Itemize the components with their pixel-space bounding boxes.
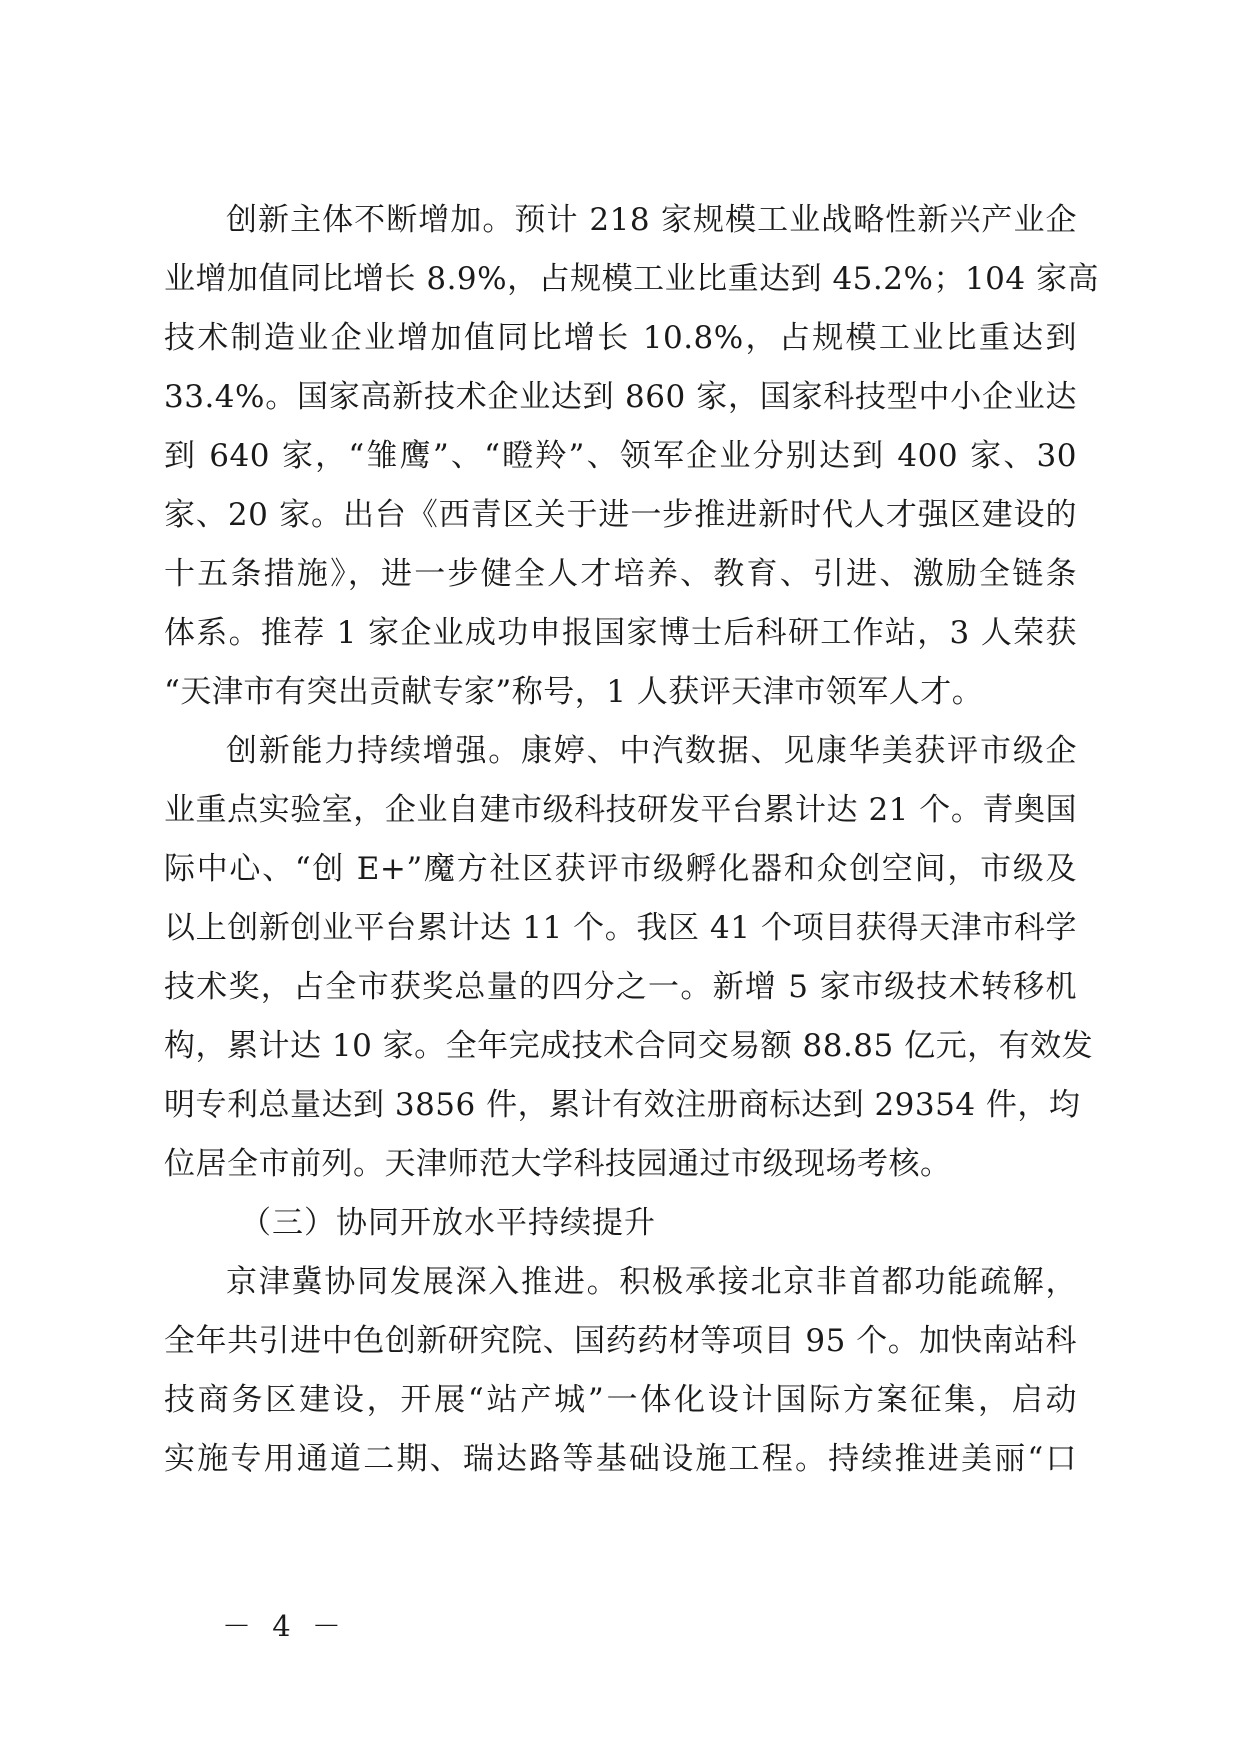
paragraph-line: 际中心、“创 E+”魔方社区获评市级孵化器和众创空间，市级及	[164, 851, 1077, 887]
paragraph-line: 技术制造业企业增加值同比增长 10.8%，占规模工业比重达到	[164, 320, 1077, 356]
paragraph-line: 业重点实验室，企业自建市级科技研发平台累计达 21 个。青奥国	[164, 792, 1077, 828]
paragraph-line: 全年共引进中色创新研究院、国药药材等项目 95 个。加快南站科	[164, 1323, 1077, 1359]
paragraph-line: 京津冀协同发展深入推进。积极承接北京非首都功能疏解，	[226, 1264, 1077, 1300]
paragraph-line: “天津市有突出贡献专家”称号，1 人获评天津市领军人才。	[164, 674, 984, 710]
paragraph-line: 明专利总量达到 3856 件，累计有效注册商标达到 29354 件，均	[164, 1087, 1081, 1123]
paragraph-line: 体系。推荐 1 家企业成功申报国家博士后科研工作站，3 人荣获	[164, 615, 1077, 651]
paragraph-line: 技商务区建设，开展“站产城”一体化设计国际方案征集，启动	[164, 1382, 1077, 1418]
paragraph-line: 创新主体不断增加。预计 218 家规模工业战略性新兴产业企	[226, 202, 1077, 238]
paragraph-line: 33.4%。国家高新技术企业达到 860 家，国家科技型中小企业达	[164, 379, 1077, 415]
paragraph-line: 以上创新创业平台累计达 11 个。我区 41 个项目获得天津市科学	[164, 910, 1077, 946]
paragraph-line: 业增加值同比增长 8.9%，占规模工业比重达到 45.2%；104 家高	[164, 261, 1099, 297]
paragraph-line: 到 640 家，“雏鹰”、“瞪羚”、领军企业分别达到 400 家、30	[164, 438, 1077, 474]
paragraph-line: 技术奖，占全市获奖总量的四分之一。新增 5 家市级技术转移机	[164, 969, 1077, 1005]
paragraph-line: 位居全市前列。天津师范大学科技园通过市级现场考核。	[164, 1146, 952, 1182]
section-heading: （三）协同开放水平持续提升	[240, 1205, 656, 1241]
paragraph-line: 十五条措施》，进一步健全人才培养、教育、引进、激励全链条	[164, 556, 1077, 592]
paragraph-line: 家、20 家。出台《西青区关于进一步推进新时代人才强区建设的	[164, 497, 1077, 533]
paragraph-line: 实施专用通道二期、瑞达路等基础设施工程。持续推进美丽“口	[164, 1441, 1077, 1477]
paragraph-line: 创新能力持续增强。康婷、中汽数据、见康华美获评市级企	[226, 733, 1077, 769]
paragraph-line: 构，累计达 10 家。全年完成技术合同交易额 88.85 亿元，有效发	[164, 1028, 1094, 1064]
page-number: － 4 －	[222, 1609, 347, 1643]
